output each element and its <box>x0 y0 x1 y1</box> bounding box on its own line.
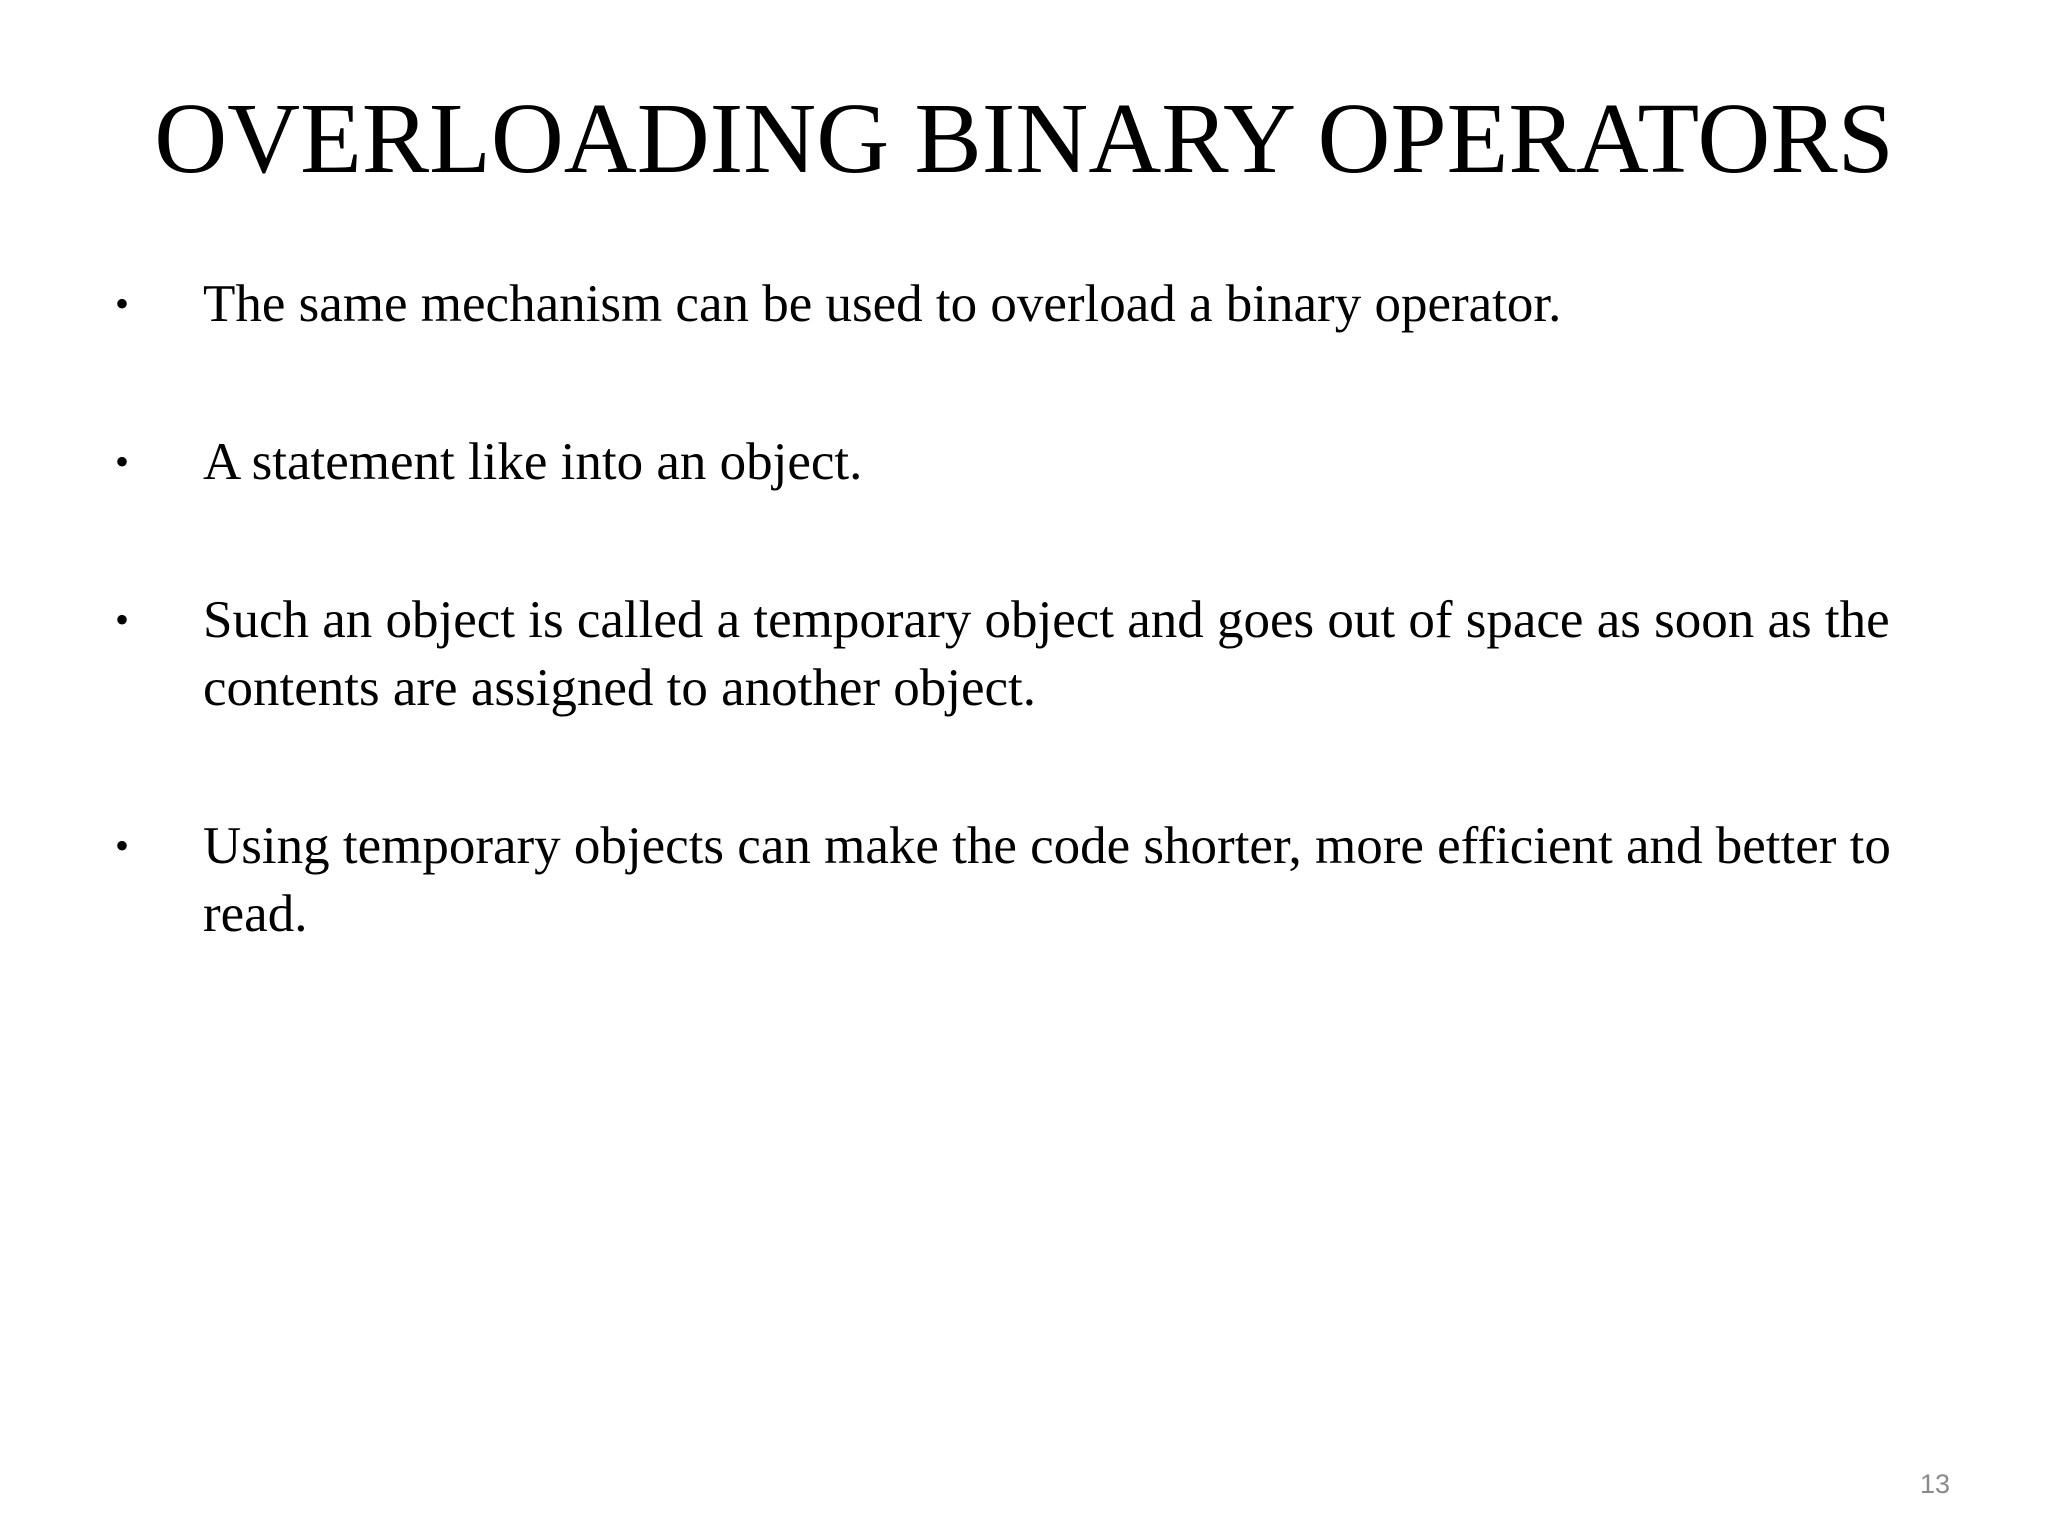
bullet-list <box>115 270 1915 948</box>
bullet-item-2 <box>115 428 1915 496</box>
bullet-icon: • <box>115 823 130 868</box>
bullet-icon: • <box>115 439 130 484</box>
bullet-icon: • <box>115 281 130 326</box>
bullet-text: Such an object is called a temporary object and goes out of space as soon as the contents are assigned to another object. <box>203 591 1890 717</box>
slide-title: OVERLOADING BINARY OPERATORS <box>154 82 1894 194</box>
bullet-item-1 <box>115 270 1915 338</box>
bullet-text: The same mechanism can be used to overload a binary operator. <box>203 275 1562 333</box>
bullet-item-4 <box>115 812 1915 948</box>
bullet-text: Using temporary objects can make the code shorter, more efficient and better to read. <box>203 817 1891 943</box>
bullet-item-3 <box>115 586 1915 722</box>
page-number: 13 <box>1919 1469 1950 1499</box>
bullet-icon: • <box>115 597 130 642</box>
bullet-text: A statement like into an object. <box>203 433 863 491</box>
